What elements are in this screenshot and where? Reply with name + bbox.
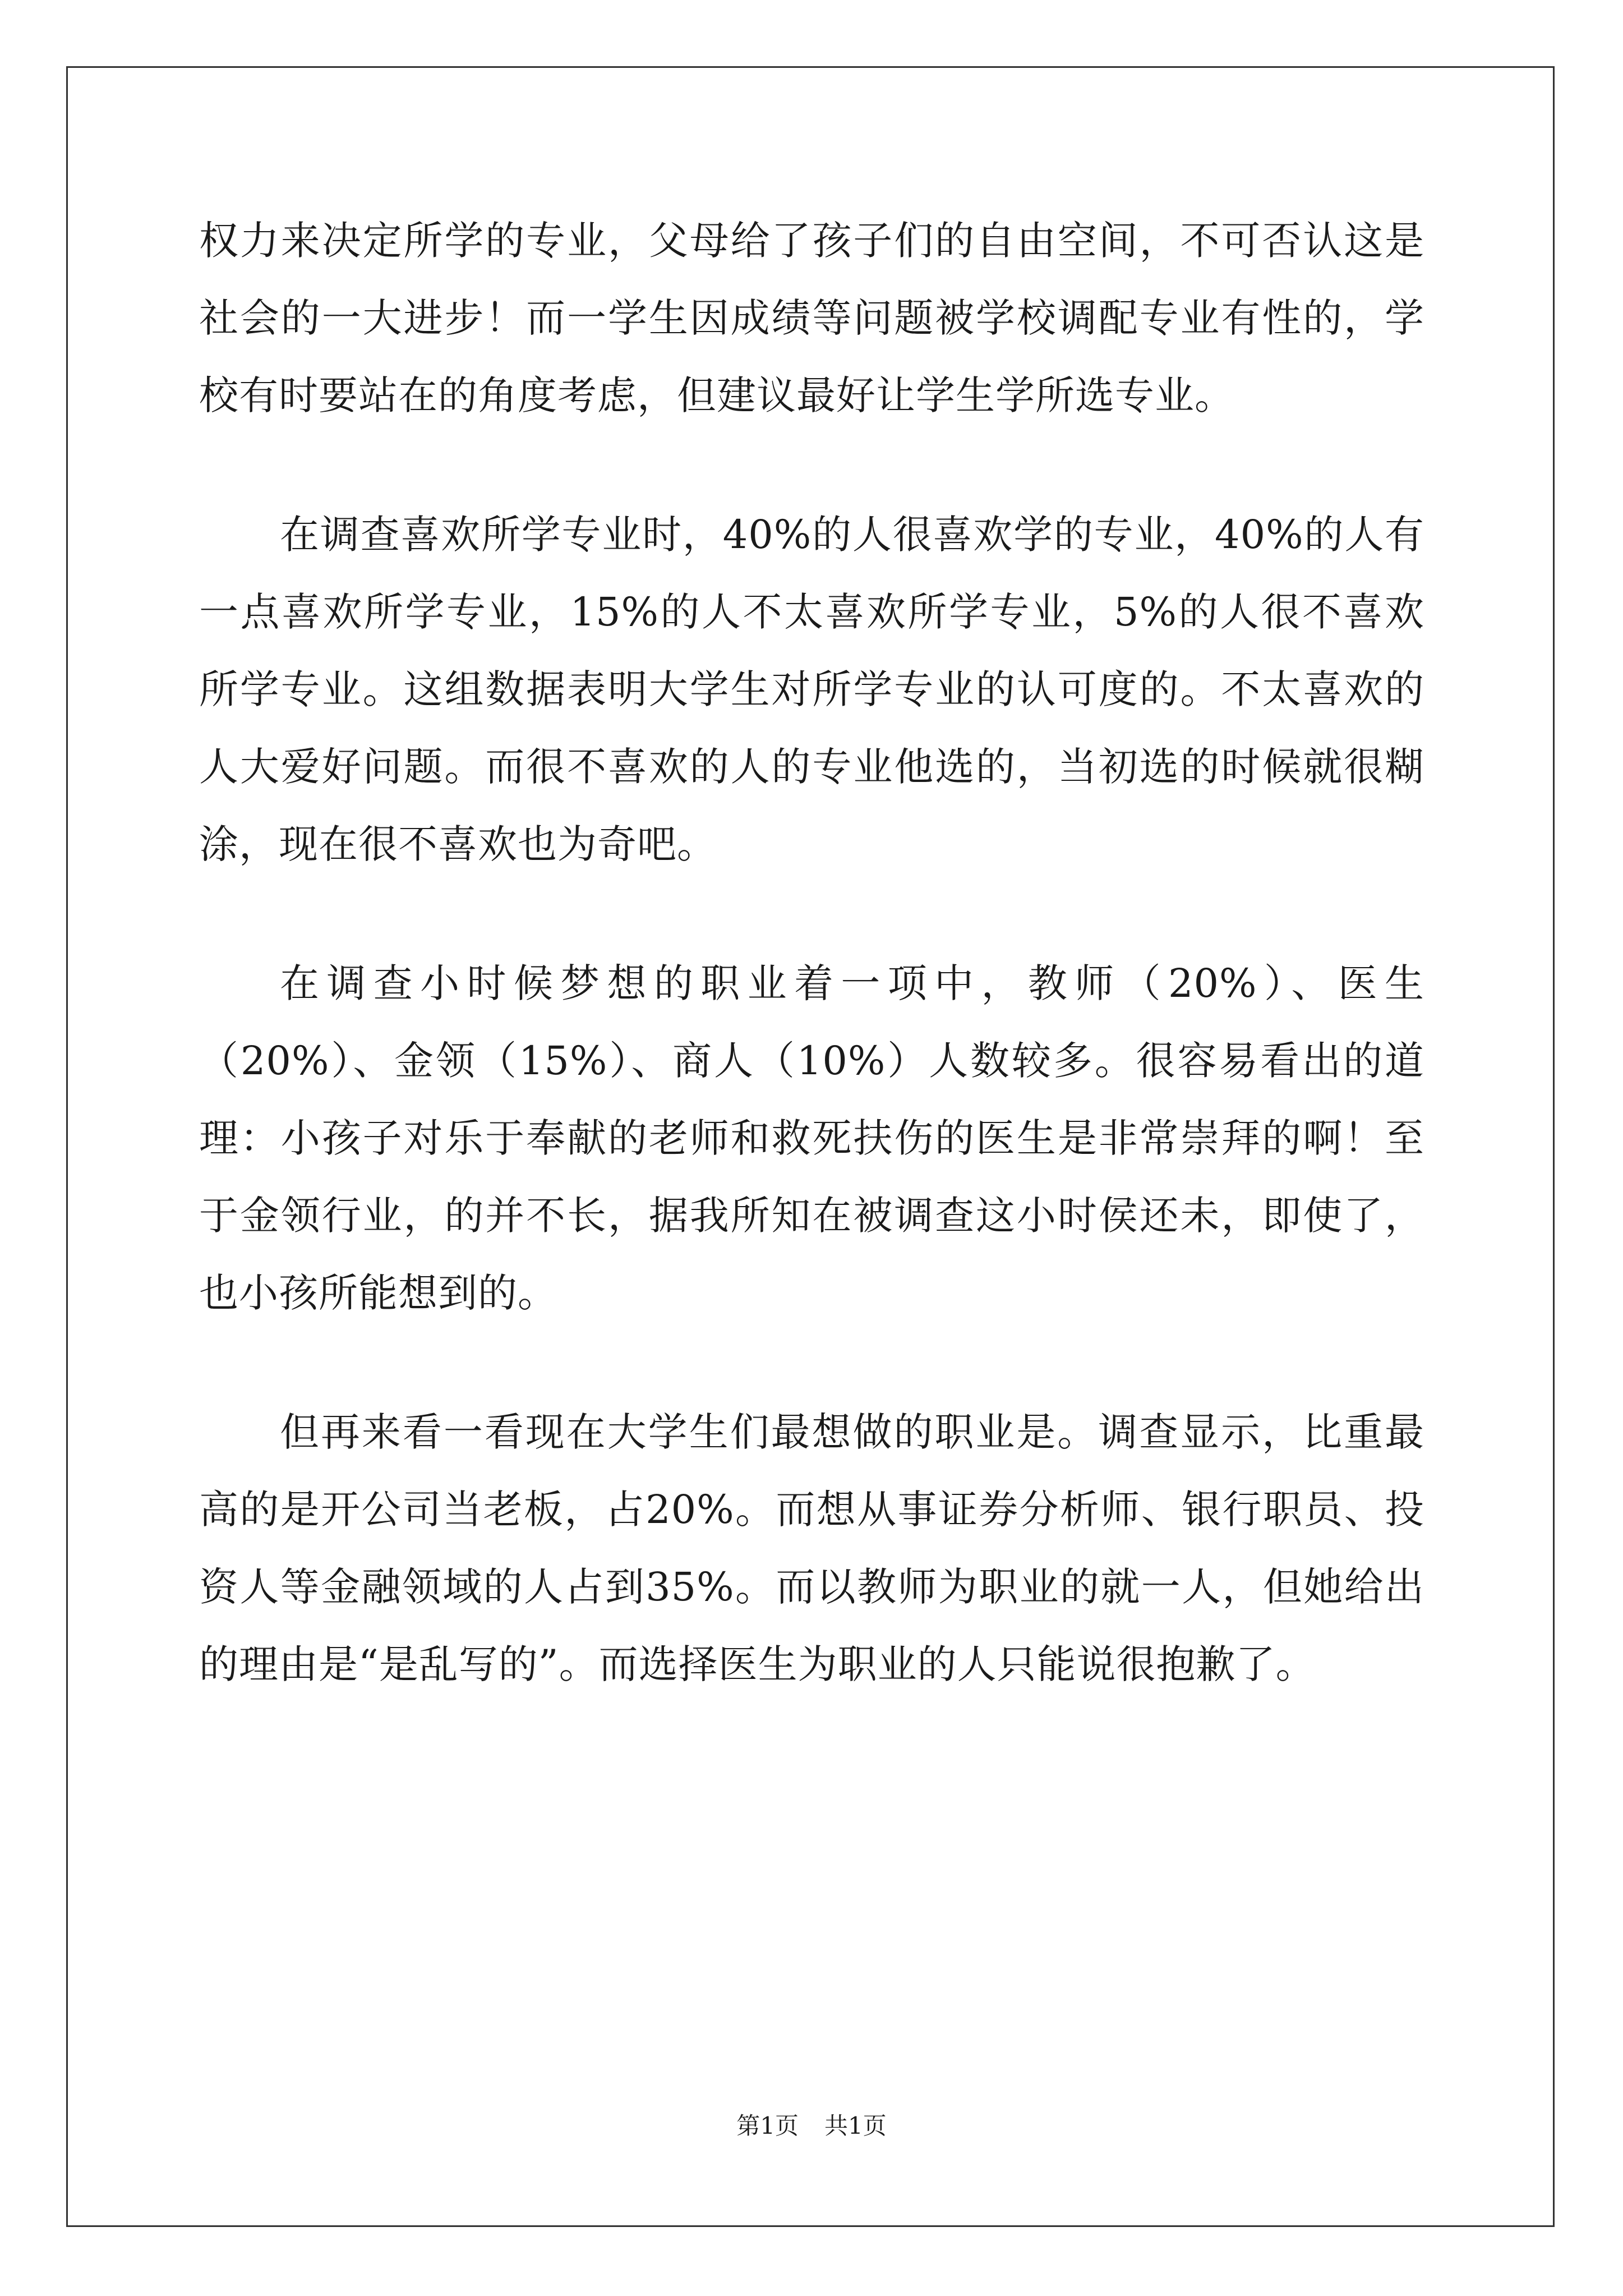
page-number: 第1页 [736,2112,799,2139]
paragraph-3: 在调查小时候梦想的职业着一项中，教师（20%）、医生（20%）、金领（15%）、商人（10%）人数较多。很容易看出的道理：小孩子对乐于奉献的老师和救死扶伤的医生是非常崇拜的啊！至于金领行业，的并不长，据我所知在被调查这小时侯还未，即使了，也小孩所能想到的。 [199,960,1424,1316]
paragraph-4: 但再来看一看现在大学生们最想做的职业是。调查显示，比重最高的是开公司当老板，占20%。而想从事证券分析师、银行职员、投资人等金融领域的人占到35%。而以教师为职业的就一人，但她给出的理由是“是乱写的”。而选择医生为职业的人只能说很抱歉了。 [199,1409,1424,1687]
paragraph-1: 权力来决定所学的专业，父母给了孩子们的自由空间，不可否认这是社会的一大进步！而一学生因成绩等问题被学校调配专业有性的，学校有时要站在的角度考虑，但建议最好让学生学所选专业。 [199,218,1424,418]
page-count: 共1页 [824,2112,887,2139]
paragraph-2: 在调查喜欢所学专业时，40%的人很喜欢学的专业，40%的人有一点喜欢所学专业，15%的人不太喜欢所学专业，5%的人很不喜欢所学专业。这组数据表明大学生对所学专业的认可度的。不太喜欢的人大爱好问题。而很不喜欢的人的专业他选的，当初选的时候就很糊涂，现在很不喜欢也为奇吧。 [199,512,1424,867]
page-footer [0,2112,1623,2140]
document-body [199,202,1424,1703]
